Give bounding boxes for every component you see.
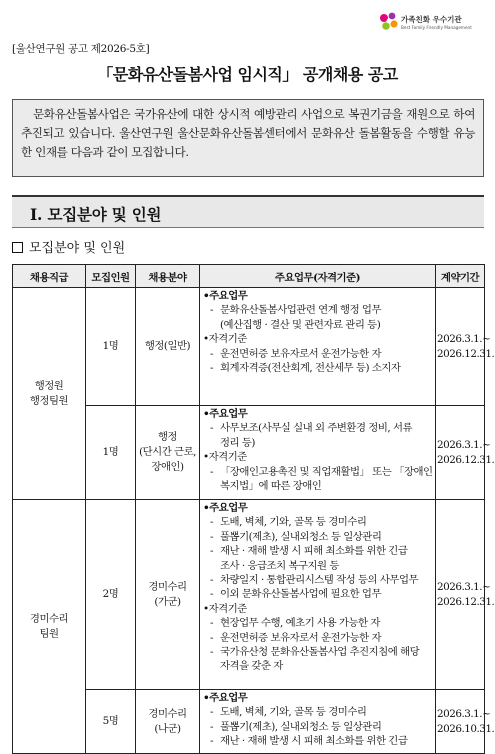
dash-bullet: - [210,347,214,360]
field-line: 경미수리 [148,707,187,720]
duty-item-text: 풀뽑기(제초), 실내외청소 등 일상관리 [220,530,382,543]
subsection-label: 모집분야 및 인원 [29,241,126,256]
cell-duties [200,406,436,500]
duty-item-text: 사무보조(사무실 실내 외 주변환경 정비, 서류 [220,422,413,435]
duty-heading: •주요업무 [203,502,248,514]
cell-count: 1명 [86,288,136,406]
field-line: 경미수리 [148,580,187,593]
cell-duties [200,500,436,690]
duty-item-text: 도배, 벽체, 기와, 골목 등 경미수리 [220,516,367,529]
duty-item [203,616,432,630]
duty-continuation: 조사 · 응급조치 복구지원 등 [220,559,339,572]
rank-line: 경미수리 [29,612,69,625]
period-line: 2026.3.1.~ [437,438,491,451]
header-rank: 채용직급 [13,265,86,288]
duty-item [203,303,432,317]
dash-bullet: - [210,422,214,435]
cell-count: 1명 [86,406,136,500]
cell-field [136,288,200,406]
logo-sub-text: Best Family Friendly Management [401,25,472,30]
duty-item-text: 도배, 벽체, 기와, 골목 등 경미수리 [220,706,367,719]
cell-rank [13,288,86,500]
field-line: 행정(일반) [144,340,191,352]
cell-duties [200,690,436,754]
duty-item [203,631,432,645]
period-line: 2026.3.1.~ [437,580,491,593]
duty-item-text: 「장애인고용촉진 및 직업재활법」 또는 「장애인 [220,465,433,478]
period-line: 2026.12.31. [437,453,495,466]
field-line: 행정 [157,431,178,443]
cell-rank [13,500,86,754]
duty-item-text: 국가유산청 문화유산돌봄사업 추진지침에 해당 [220,646,420,659]
header-count: 모집인원 [86,265,136,288]
dash-bullet: - [210,530,214,543]
cell-period [436,406,495,500]
duty-item-text: 운전면허증 보유자로서 운전가능한 자 [220,347,382,360]
page-title: 「문화유산돌봄사업 임시직」 공개채용 공고 [97,65,398,84]
logo-main-text: 가족친화 우수기관 [401,15,462,24]
duty-heading: •자격기준 [203,602,247,615]
duty-heading: •주요업무 [203,408,248,420]
duty-continuation: 복지법」에 따른 장애인 [220,480,322,493]
period-line: 2026.3.1.~ [437,707,491,720]
dash-bullet: - [210,465,214,478]
duty-continuation: 정리 등) [220,436,255,449]
rank-line: 행정원 [34,379,64,392]
period-line: 2026.12.31. [437,595,495,608]
cell-field [136,690,200,754]
dash-bullet: - [210,617,214,630]
period-line: 2026.10.31. [437,722,495,735]
dash-bullet: - [210,646,214,659]
duty-item [203,361,432,375]
section-header [12,195,484,228]
duty-item-text: 문화유산돌봄사업관련 연계 행정 업무 [220,304,382,317]
table-row [13,288,485,406]
duty-item [203,347,432,361]
duty-item [203,421,432,435]
dash-bullet: - [210,362,214,375]
duty-item [203,720,432,734]
cell-field [136,500,200,690]
duty-heading: •주요업무 [203,290,248,302]
subsection-heading [12,237,125,256]
field-line: (가군) [154,595,181,608]
duty-item-text: 재난 · 재해 발생 시 피해 최소화를 위한 긴급 [220,545,408,558]
table-row [13,500,485,690]
rank-line: 팀원 [39,627,59,640]
table-header-row [13,265,485,288]
cell-period [436,690,495,754]
field-line: 장애인) [151,461,184,473]
duty-item-text: 재난 · 재해 발생 시 피해 최소화를 위한 긴급 [220,735,408,748]
duty-item [203,573,432,587]
intro-box: 문화유산돌봄사업은 국가유산에 대한 상시적 예방관리 사업으로 복권기금을 재원으로 하여 추진되고 있습니다. 울산연구원 울산문화유산돌봄센터에서 문화유산 돌봄활동을 수행할 유능한 인재를 다음과 같이 모집합니다. [12,99,484,177]
dash-bullet: - [210,304,214,317]
duty-item [203,587,432,601]
section-title: Ⅰ. 모집분야 및 인원 [30,205,162,224]
cell-count: 2명 [86,500,136,690]
duty-item-text: 회계자격증(전산회계, 전산세무 등) 소지자 [220,362,401,375]
family-friendly-logo-icon [377,10,401,34]
period-line: 2026.3.1.~ [437,332,491,345]
field-line: (단시간 근로, [139,446,196,458]
duty-item [203,530,432,544]
duty-item [203,734,432,748]
cell-duties [200,288,436,406]
period-line: 2026.12.31. [437,347,495,360]
duty-item-text: 이외 문화유산돌봄사업에 필요한 업무 [220,588,382,601]
dash-bullet: - [210,545,214,558]
notice-number: [울산연구원 공고 제2026-5호] [12,43,150,55]
duty-item [203,705,432,719]
cell-period [436,288,495,406]
dash-bullet: - [210,720,214,733]
cell-count: 5명 [86,690,136,754]
dash-bullet: - [210,516,214,529]
checkbox-square-icon [12,242,23,253]
duty-continuation: (예산집행 · 결산 및 관련자료 관리 등) [220,318,381,331]
duty-item-text: 현장업무 수행, 예초기 사용 가능한 자 [220,617,380,630]
duty-item [203,465,432,479]
family-friendly-logo [377,8,485,38]
dash-bullet: - [210,631,214,644]
cell-field [136,406,200,500]
duty-item-text: 운전면허증 보유자로서 운전가능한 자 [220,631,382,644]
dash-bullet: - [210,588,214,601]
field-line: (나군) [154,722,181,735]
duty-heading: •주요업무 [203,692,248,704]
header-field: 채용분야 [136,265,200,288]
dash-bullet: - [210,574,214,587]
dash-bullet: - [210,735,214,748]
duty-item-text: 차량일지 · 통합관리시스템 작성 등의 사무업무 [220,574,419,587]
duty-continuation: 자격을 갖춘 자 [220,660,283,673]
header-period: 계약기간 [436,265,485,288]
rank-line: 행정팀원 [29,394,69,407]
duty-item [203,645,432,659]
duty-item [203,515,432,529]
recruitment-table [12,264,495,754]
header-duties: 주요업무(자격기준) [200,265,436,288]
duty-item-text: 풀뽑기(제초), 실내외청소 등 일상관리 [220,720,382,733]
cell-period [436,500,495,690]
dash-bullet: - [210,706,214,719]
duty-item [203,544,432,558]
duty-heading: •자격기준 [203,333,247,346]
duty-heading: •자격기준 [203,451,247,464]
